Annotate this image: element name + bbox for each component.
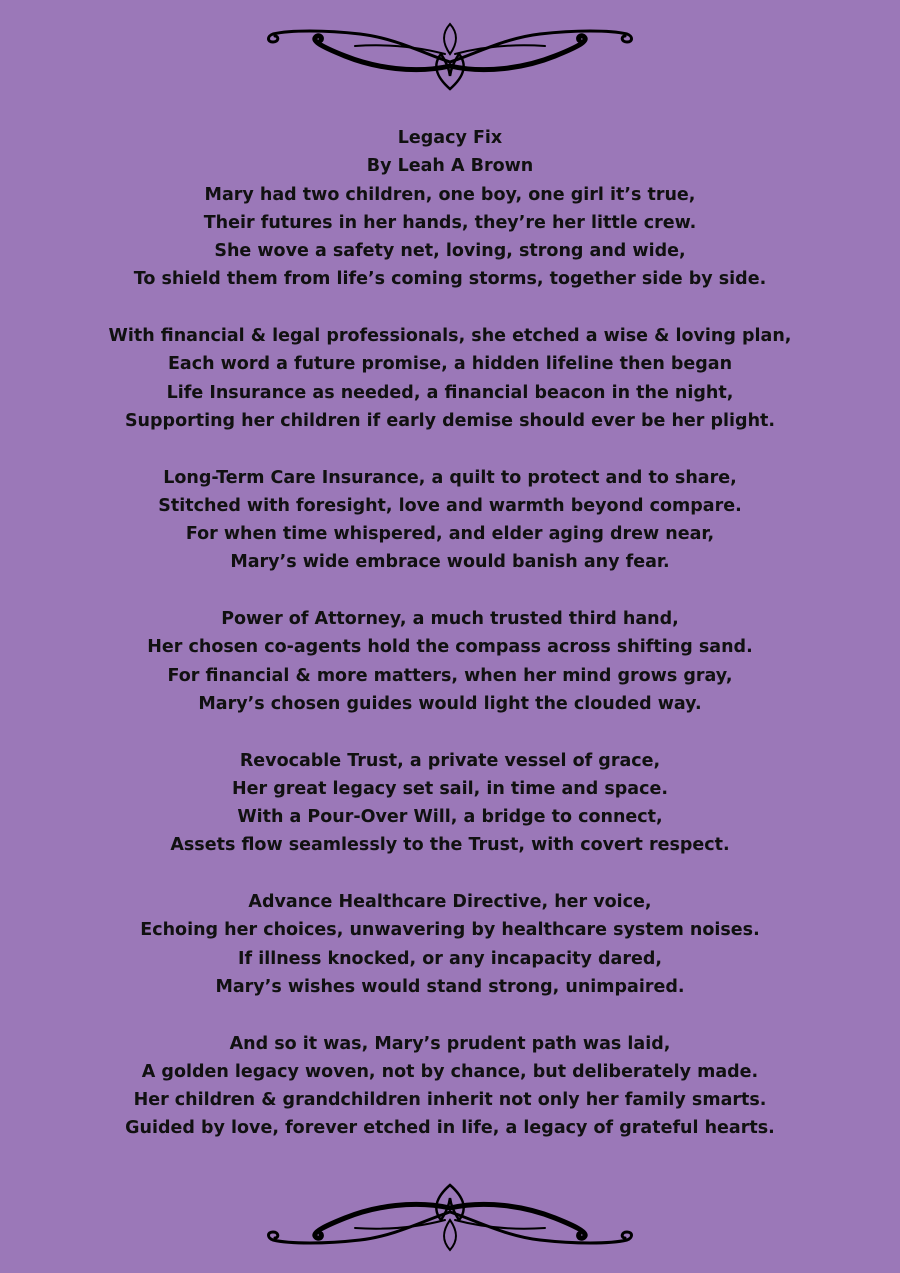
poem-author: By Leah A Brown [366, 156, 534, 177]
poem-line: If illness knocked, or any incapacity dared, [238, 948, 662, 969]
poem-line: And so it was, Mary’s prudent path was laid, [229, 1033, 671, 1054]
stanza-gap [40, 577, 860, 605]
poem-line: Mary’s wide embrace would banish any fear. [230, 552, 670, 573]
poem-line: Mary’s chosen guides would light the clouded way. [198, 693, 702, 714]
poem-line: With financial & legal professionals, she etched a wise & loving plan, [108, 326, 792, 347]
poem-line: For financial & more matters, when her mind grows gray, [167, 665, 733, 686]
poem-line: Her great legacy set sail, in time and space. [232, 778, 668, 799]
poem-line: Her chosen co-agents hold the compass across shifting sand. [147, 637, 753, 658]
poem-line: Revocable Trust, a private vessel of grace, [239, 750, 661, 771]
poem-line: Each word a future promise, a hidden lifeline then began [167, 354, 733, 375]
poem-title: Legacy Fix [397, 128, 503, 148]
poem-line: Stitched with foresight, love and warmth beyond compare. [158, 495, 742, 516]
poem-line: Mary’s wishes would stand strong, unimpaired. [215, 976, 685, 997]
stanza-gap [40, 718, 860, 746]
poem-line: Long-Term Care Insurance, a quilt to protect and to share, [163, 467, 737, 488]
top-flourish-icon [265, 14, 635, 94]
poem-line: Assets flow seamlessly to the Trust, with covert respect. [170, 835, 730, 856]
stanza-gap [40, 294, 860, 322]
poem-line: With a Pour-Over Will, a bridge to connect, [237, 807, 663, 828]
poem-line: Guided by love, forever etched in life, a legacy of grateful hearts. [125, 1118, 775, 1139]
poem-line: Life Insurance as needed, a financial beacon in the night, [166, 382, 734, 403]
stanza-gap [40, 860, 860, 888]
bottom-flourish-icon [265, 1180, 635, 1260]
poem-line: Her children & grandchildren inherit not only her family smarts. [133, 1090, 767, 1111]
poem-line: Mary had two children, one boy, one girl it’s true, [204, 184, 696, 205]
poem-line: Advance Healthcare Directive, her voice, [248, 892, 652, 913]
poem-line: She wove a safety net, loving, strong and wide, [214, 241, 686, 262]
poem-line: Echoing her choices, unwavering by healthcare system noises. [140, 920, 760, 941]
poem-line: Power of Attorney, a much trusted third hand, [221, 609, 679, 630]
poem-line: Supporting her children if early demise should ever be her plight. [124, 410, 776, 431]
poem-line: To shield them from life’s coming storms, together side by side. [133, 269, 767, 290]
stanza-gap [40, 1001, 860, 1029]
poem-line: Their futures in her hands, they’re her little crew. [203, 212, 697, 233]
poem [40, 124, 860, 1143]
poem-line: A golden legacy woven, not by chance, but deliberately made. [141, 1061, 759, 1082]
poem-line: For when time whispered, and elder aging drew near, [185, 524, 715, 545]
stanza-gap [40, 435, 860, 463]
